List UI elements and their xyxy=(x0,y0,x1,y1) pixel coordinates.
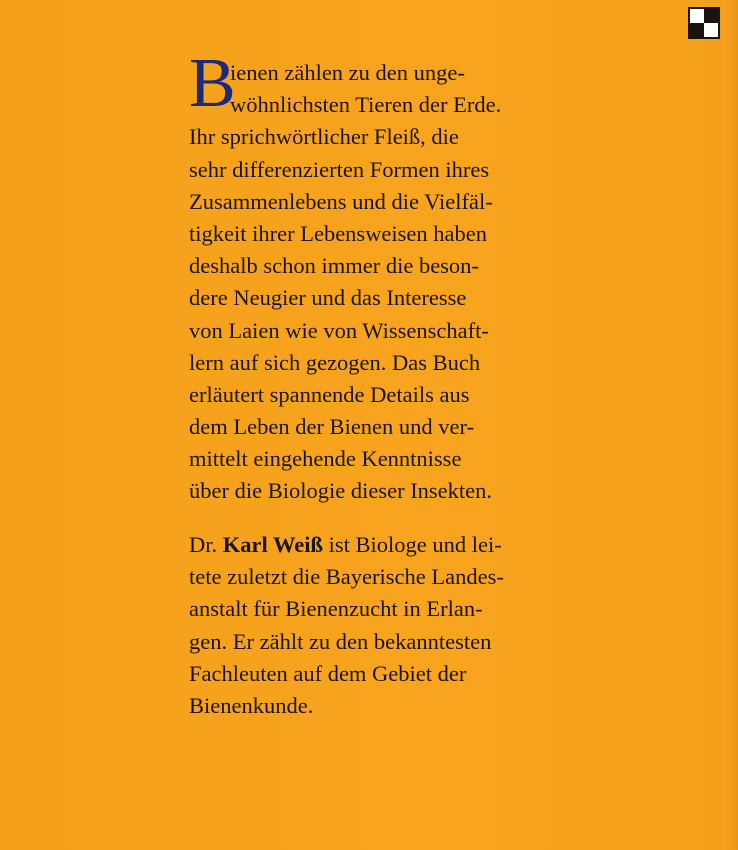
author-bio-text: ist Biologe und lei- xyxy=(322,532,502,557)
description-line: über die Biologie dieser Insekten. xyxy=(189,478,493,504)
author-bio-line: anstalt für Bienenzucht in Erlan- xyxy=(189,596,483,622)
description-line: sehr differenzierten Formen ihres xyxy=(189,156,490,182)
author-bio-line: tete zuletzt die Bayerische Landes- xyxy=(189,564,504,590)
description-line: mittelt eingehende Kenntnisse xyxy=(189,446,462,472)
author-bio-line: gen. Er zählt zu den bekanntesten xyxy=(189,628,492,654)
author-bio xyxy=(189,529,569,722)
checkered-square-logo-icon xyxy=(688,7,720,39)
description-line: erläutert spannende Details aus xyxy=(189,381,470,407)
logo-quadrant xyxy=(690,9,704,23)
description-line: Ihr sprichwörtlicher Fleiß, die xyxy=(189,124,459,150)
book-description xyxy=(189,57,569,508)
description-line: deshalb schon immer die beson- xyxy=(189,253,479,279)
author-bio-line: Fachleuten auf dem Gebiet der xyxy=(189,660,467,686)
logo-quadrant xyxy=(704,9,718,23)
description-line: von Laien wie von Wissenschaft- xyxy=(189,317,489,343)
author-bio-line: Bienenkunde. xyxy=(189,692,314,718)
logo-quadrant xyxy=(704,23,718,37)
author-bio-line xyxy=(189,529,569,561)
description-line: wöhnlichsten Tieren der Erde. xyxy=(230,92,502,118)
drop-cap: B xyxy=(189,45,236,122)
description-line: tigkeit ihrer Lebensweisen haben xyxy=(189,220,488,246)
description-line: dem Leben der Bienen und ver- xyxy=(189,414,475,440)
description-line: dere Neugier und das Interesse xyxy=(189,285,467,311)
author-name: Karl Weiß xyxy=(222,532,323,557)
cover-edge-shadow xyxy=(724,0,738,850)
author-title: Dr. xyxy=(189,532,223,557)
description-line: ienen zählen zu den unge- xyxy=(230,60,465,85)
description-line: Zusammenlebens und die Vielfäl- xyxy=(189,188,493,214)
description-line: lern auf sich gezogen. Das Buch xyxy=(189,349,481,375)
logo-quadrant xyxy=(690,23,704,37)
